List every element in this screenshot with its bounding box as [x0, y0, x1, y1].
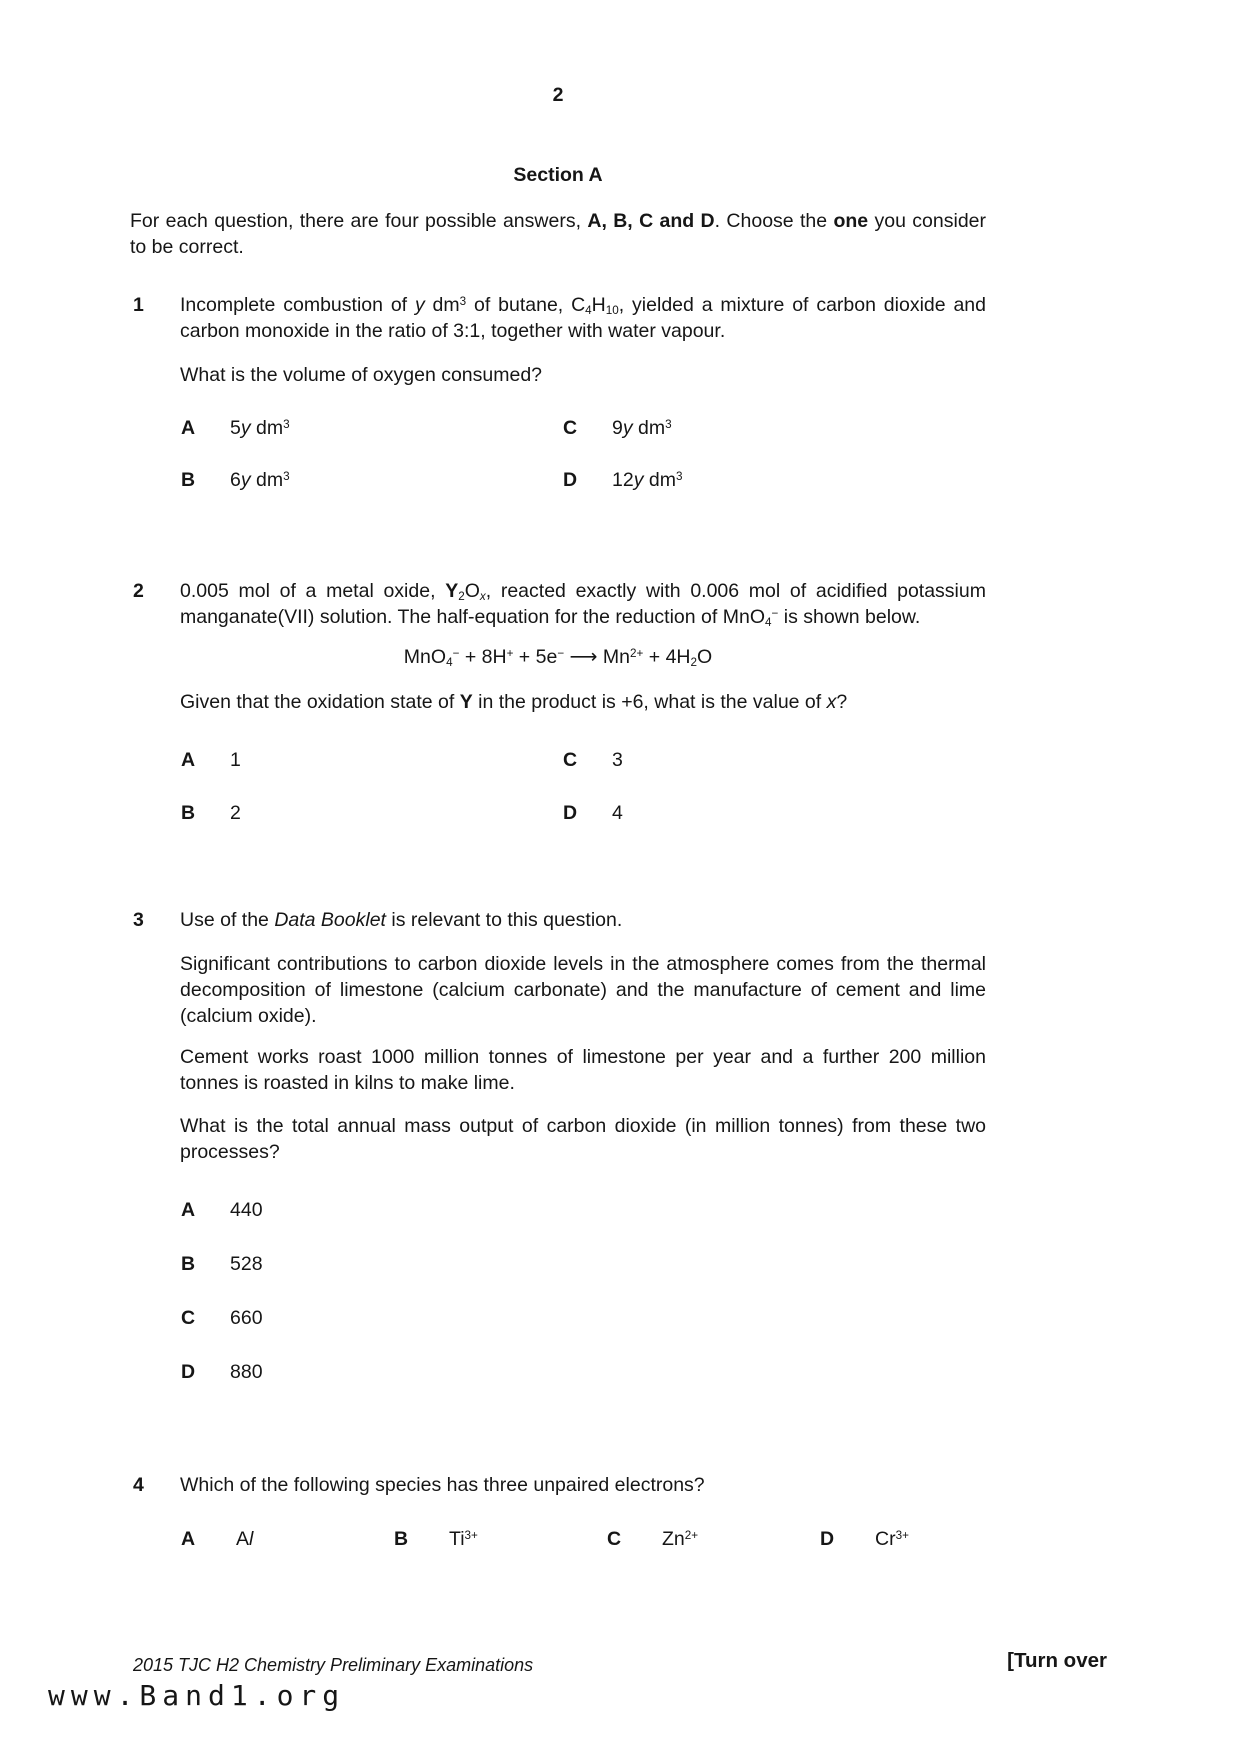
option-label: B [181, 1253, 196, 1275]
option-row [130, 1305, 986, 1331]
option-row [130, 415, 986, 441]
question-prompt: Given that the oxidation state of Y in the product is +6, what is the value of x? [180, 691, 848, 713]
question-number: 4 [133, 1474, 144, 1496]
option-row [130, 747, 986, 773]
question-text: Which of the following species has three unpaired electrons? [180, 1474, 705, 1496]
half-equation: MnO$_4$− + 8H+ + 5e− ⟶ $Mn^{2+} + 4H_2O$ [403, 646, 713, 669]
section-title: Section A [513, 164, 603, 186]
option-value: $Ti^{3+}$ [449, 1528, 478, 1550]
option-label: D [820, 1528, 835, 1550]
question-intro: Use of the Data Booklet is relevant to this question. [180, 909, 623, 931]
option-value: 440 [230, 1199, 263, 1221]
option-value: 528 [230, 1253, 263, 1275]
option-label: C [563, 749, 578, 771]
question-paragraph: Significant contributions to carbon dioxide levels in the atmosphere comes from the thermal decomposition of limestone (calcium carbonate) and the manufacture of cement and lime (calcium oxide). [180, 953, 986, 1027]
option-row [130, 1526, 986, 1552]
option-label: C [607, 1528, 622, 1550]
question-paragraph: Cement works roast 1000 million tonnes of limestone per year and a further 200 million tonnes is roasted in kilns to make lime. [180, 1046, 986, 1094]
option-row [130, 800, 986, 826]
option-value: $Cr^{3+}$ [875, 1528, 909, 1550]
question-prompt: What is the volume of oxygen consumed? [180, 364, 543, 386]
option-label: D [563, 469, 578, 491]
question-text: 0.005 mol of a metal oxide, $Y_2O_x$, reacted exactly with 0.006 mol of acidified potassium manganate(VII) solution. The half-equation for the reduction of MnO$_4$− is shown below. [180, 580, 986, 629]
option-label: B [181, 802, 196, 824]
option-label: A [181, 749, 196, 771]
option-value: 1 [230, 749, 241, 771]
option-label: D [181, 1361, 196, 1383]
option-label: D [563, 802, 578, 824]
option-value: 2 [230, 802, 241, 824]
option-row [130, 1251, 986, 1277]
option-value: 660 [230, 1307, 263, 1329]
option-value: 5y $dm^3$ [230, 417, 290, 439]
question-number: 2 [133, 580, 144, 602]
option-value: Al [236, 1528, 254, 1550]
question-number: 1 [133, 294, 144, 316]
option-value: 880 [230, 1361, 263, 1383]
option-value: 4 [612, 802, 623, 824]
option-label: C [181, 1307, 196, 1329]
site-watermark: www.Band1.org [48, 1679, 346, 1712]
footer-exam-title: 2015 TJC H2 Chemistry Preliminary Examinations [133, 1655, 534, 1675]
option-row [130, 1359, 986, 1385]
question-prompt: What is the total annual mass output of carbon dioxide (in million tonnes) from these two processes? [180, 1115, 986, 1163]
turn-over-label: [Turn over [1007, 1649, 1107, 1672]
option-value: $Zn^{2+}$ [662, 1528, 699, 1550]
option-value: 12y $dm^3$ [612, 469, 683, 491]
option-label: A [181, 417, 196, 439]
option-label: B [394, 1528, 409, 1550]
page-number: 2 [552, 84, 564, 106]
option-label: A [181, 1528, 196, 1550]
option-label: B [181, 469, 196, 491]
option-value: 9y $dm^3$ [612, 417, 672, 439]
option-value: 3 [612, 749, 623, 771]
question-number: 3 [133, 909, 144, 931]
option-row [130, 467, 986, 493]
question-text: Incomplete combustion of y $dm^3$ of butane, $C_4H_{10}$, yielded a mixture of carbon dioxide and carbon monoxide in the ratio of 3:1, together with water vapour. [180, 294, 986, 342]
option-label: A [181, 1199, 196, 1221]
option-value: 6y $dm^3$ [230, 469, 290, 491]
instructions-text: For each question, there are four possible answers, A, B, C and D. Choose the one you consider to be correct. [130, 210, 987, 258]
option-row [130, 1197, 986, 1223]
option-label: C [563, 417, 578, 439]
